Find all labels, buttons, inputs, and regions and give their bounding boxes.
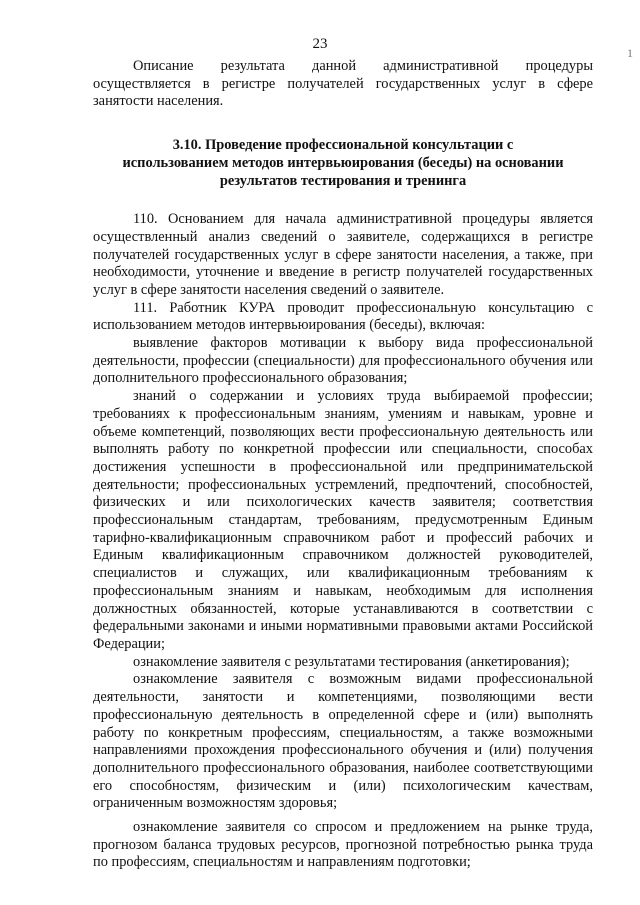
- section-heading-line: результатов тестирования и тренинга: [219, 173, 467, 190]
- paragraph-111: 111. Работник КУРА проводит профессиональную консультацию с использованием методов интервьюирования (беседы), включая:: [93, 299, 593, 334]
- list-item-labor-market: ознакомление заявителя со спросом и предложением на рынке труда, прогнозом баланса трудовых ресурсов, прогнозной потребностью рынка труда по профессиям, специальностям и направлениям подготовки;: [93, 819, 593, 871]
- section-heading-line: 3.10. Проведение профессиональной консультации с: [172, 137, 514, 154]
- page-number: 23: [312, 36, 328, 52]
- list-item-knowledge: знаний о содержании и условиях труда выбираемой профессии; требованиях к профессиональным знаниям, умениям и навыкам, уровне и объеме компетенций, позволяющих вести профессиональную деятельность или выполнять работу по конкретной профессии или специальности, способах достижения успешности в профессиональной или предпринимательской деятельности; профессиональных устремлений, предпочтений, способностей, физических и или психологических качеств заявителя; соответствия профессиональным стандартам, требованиям, предусмотренным Единым тарифно-квалификационным справочником работ и профессий рабочих и Единым квалификационным справочником должностей руководителей, специалистов и служащих, или квалификационным требованиям к профессиональным знаниям и навыкам, необходимым для исполнения должностных обязанностей, которые устанавливаются в соответствии с федеральными законами и иными нормативными правовыми актами Российской Федерации;: [93, 388, 593, 652]
- section-heading: [93, 136, 593, 190]
- list-item-test-results: ознакомление заявителя с результатами тестирования (анкетирования);: [133, 653, 570, 670]
- list-item-motivation: выявление факторов мотивации к выбору вида профессиональной деятельности, профессии (специальности) для профессионального обучения или дополнительного профессионального образования;: [93, 335, 593, 387]
- section-heading-line: использованием методов интервьюирования (беседы) на основании: [122, 155, 564, 172]
- list-item-activity-types: ознакомление заявителя с возможным видами профессиональной деятельности, занятости и компетенциями, позволяющими вести профессиональную деятельность в определенной сфере и (или) выполнять работу по конкретным профессиям, специальностям, а также возможными направлениями прохождения профессионального обучения и (или) получения дополнительного профессионального образования, наиболее соответствующими его способностям, физическим и (или) психологическим качествам, ограниченным возможностям здоровья;: [93, 671, 593, 812]
- intro-paragraph: Описание результата данной административной процедуры осуществляется в регистре получателей государственных услуг в сфере занятости населения.: [93, 58, 593, 110]
- document-body: [93, 58, 593, 872]
- paragraph-110: 110. Основанием для начала административной процедуры является осуществленный анализ сведений о заявителе, содержащихся в регистре получателей государственных услуг в сфере занятости населения, а также, при необходимости, уточнение и введение в регистр получателей государственных услуг в сфере занятости населения сведений о заявителе.: [93, 211, 593, 298]
- corner-mark: 1: [627, 46, 633, 60]
